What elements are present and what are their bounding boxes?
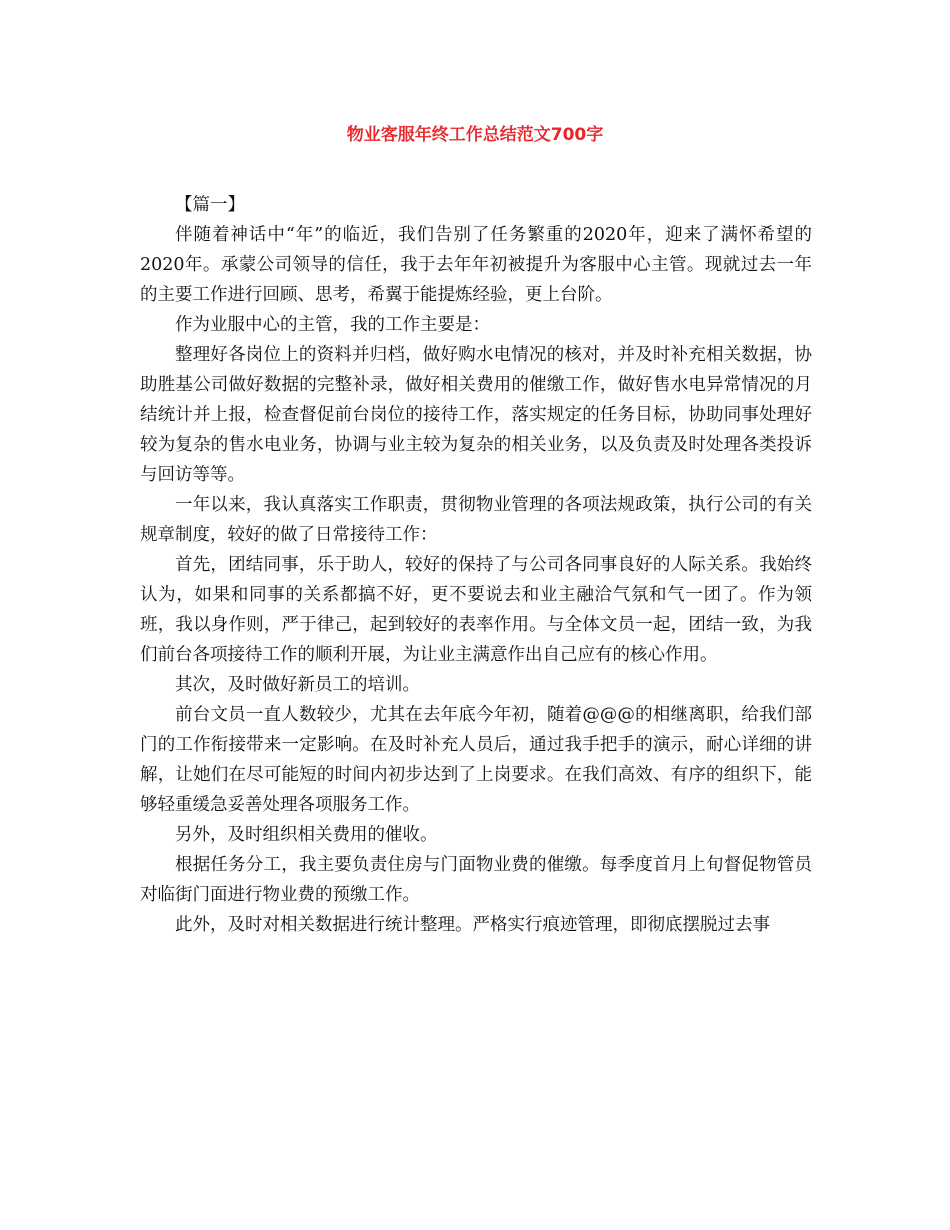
- paragraph: 根据任务分工，我主要负责住房与门面物业费的催缴。每季度首月上旬督促物管员对临街门面进行物业费的预缴工作。: [140, 855, 812, 905]
- paragraph: 一年以来，我认真落实工作职责，贯彻物业管理的各项法规政策，执行公司的有关规章制度，较好的做了日常接待工作：: [140, 495, 812, 545]
- paragraph: 整理好各岗位上的资料并归档，做好购水电情况的核对，并及时补充相关数据，协助胜基公司做好数据的完整补录，做好相关费用的催缴工作，做好售水电异常情况的月结统计并上报，检查督促前台岗位的接待工作，落实规定的任务目标，协助同事处理好较为复杂的售水电业务，协调与业主较为复杂的相关业务，以及负责及时处理各类投诉与回访等等。: [140, 345, 812, 485]
- document-title: 物业客服年终工作总结范文700字: [346, 125, 604, 145]
- document-body: [140, 190, 812, 940]
- paragraph: 作为业服中心的主管，我的工作主要是：: [175, 315, 490, 335]
- paragraph: 首先，团结同事，乐于助人，较好的保持了与公司各同事良好的人际关系。我始终认为，如果和同事的关系都搞不好，更不要说去和业主融洽气氛和气一团了。作为领班，我以身作则，严于律己，起到较好的表率作用。与全体文员一起，团结一致，为我们前台各项接待工作的顺利开展，为让业主满意作出自己应有的核心作用。: [140, 555, 812, 665]
- paragraph: 另外，及时组织相关费用的催收。: [175, 825, 438, 845]
- paragraph: 其次，及时做好新员工的培训。: [175, 675, 420, 695]
- paragraph: 伴随着神话中“年”的临近，我们告别了任务繁重的2020年，迎来了满怀希望的2020年。承蒙公司领导的信任，我于去年年初被提升为客服中心主管。现就过去一年的主要工作进行回顾、思考，希翼于能提炼经验，更上台阶。: [140, 225, 812, 305]
- paragraph: 此外，及时对相关数据进行统计整理。严格实行痕迹管理，即彻底摆脱过去事: [175, 915, 770, 935]
- paragraph: 前台文员一直人数较少，尤其在去年底今年初，随着@@@的相继离职，给我们部门的工作衔接带来一定影响。在及时补充人员后，通过我手把手的演示，耐心详细的讲解，让她们在尽可能短的时间内初步达到了上岗要求。在我们高效、有序的组织下，能够轻重缓急妥善处理各项服务工作。: [140, 705, 812, 815]
- section-heading: 【篇一】: [175, 195, 245, 215]
